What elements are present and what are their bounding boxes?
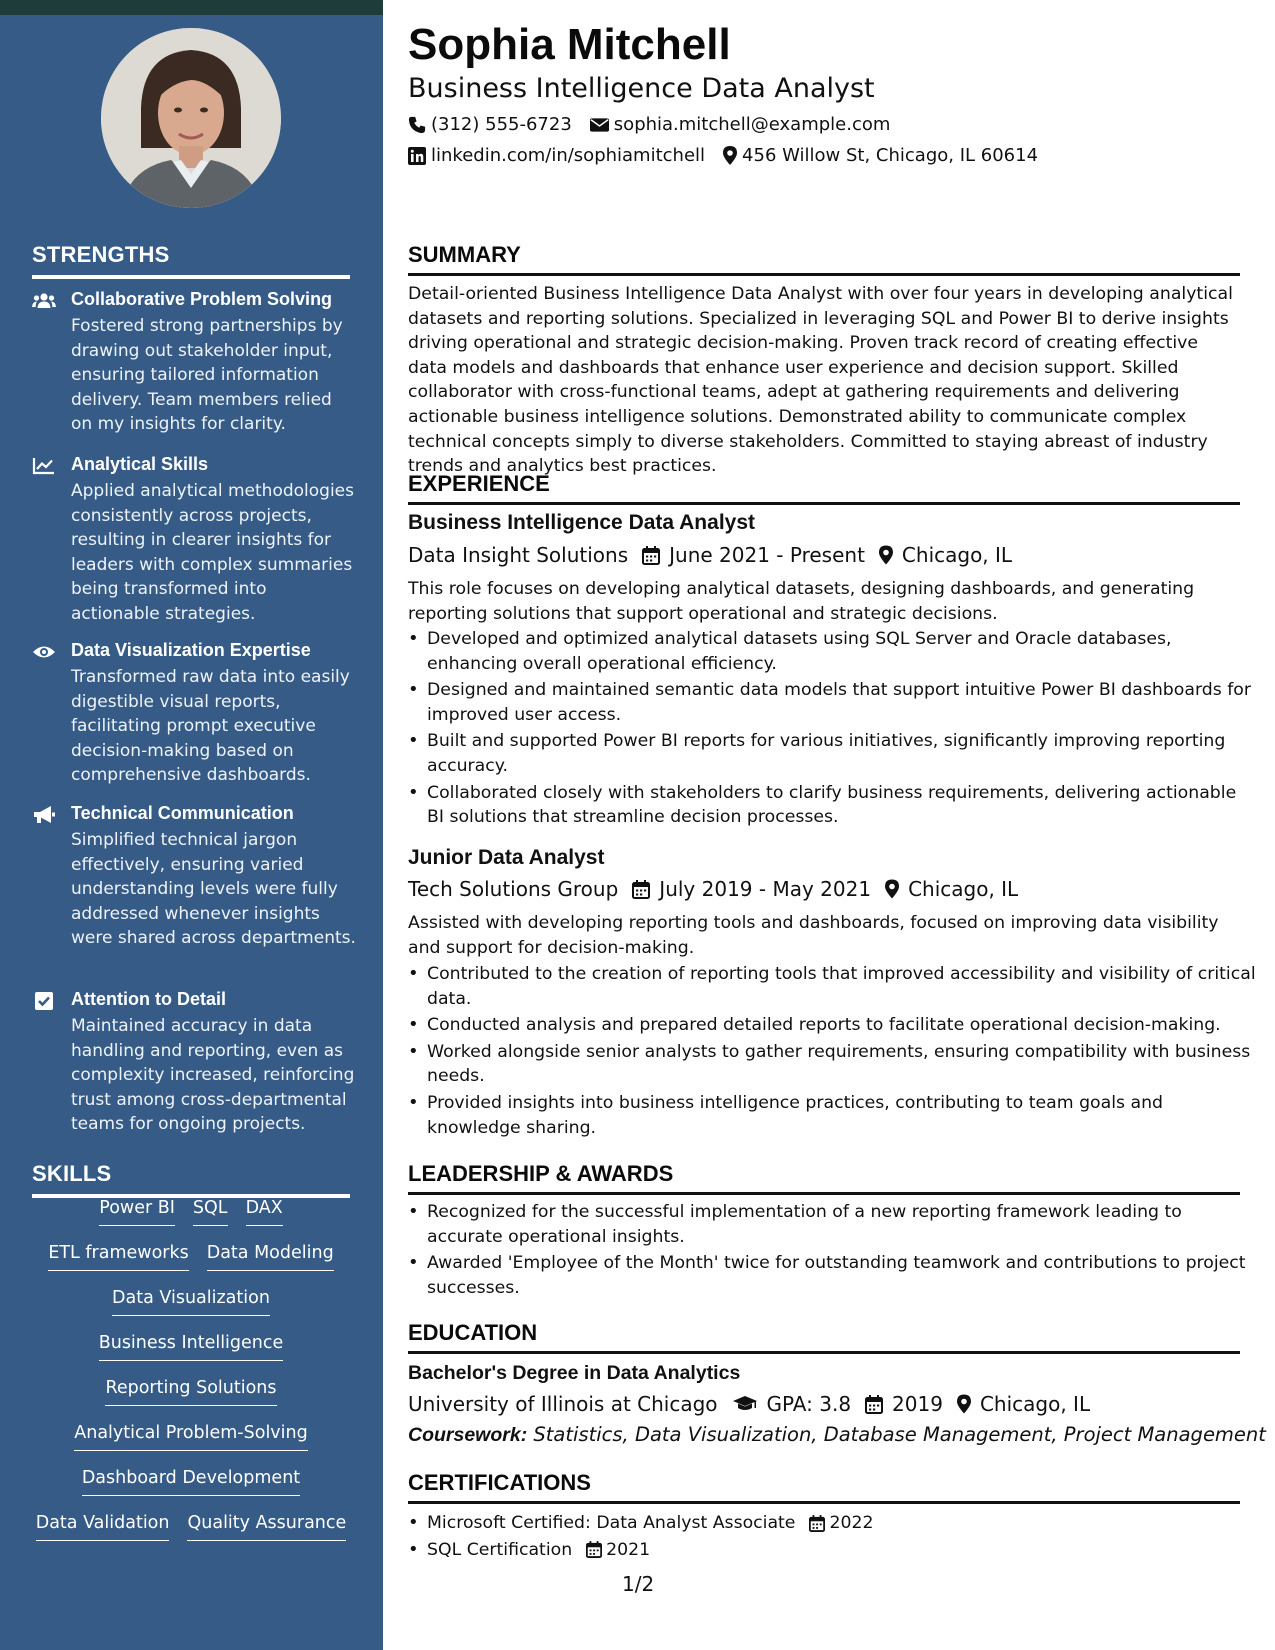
calendar-icon — [642, 546, 660, 565]
skill-tag: ETL frameworks — [48, 1243, 188, 1271]
linkedin-icon — [408, 147, 426, 165]
list-item: • Conducted analysis and prepared detailed reports to facilitate operational decision-making. — [427, 1013, 1257, 1038]
job-description: This role focuses on developing analytical datasets, designing dashboards, and generating reporting solutions that support operational and strategic decisions. — [408, 579, 1195, 624]
skill-tag: Power BI — [99, 1198, 175, 1226]
calendar-icon — [632, 880, 650, 899]
email-address: sophia.mitchell@example.com — [613, 114, 891, 135]
calendar-icon — [809, 1515, 825, 1532]
certification-name: • SQL Certification — [427, 1539, 573, 1560]
degree-title: Bachelor's Degree in Data Analytics — [408, 1362, 741, 1384]
strength-title: Data Visualization Expertise — [71, 640, 311, 660]
skill-tag: Data Modeling — [207, 1243, 334, 1271]
job-meta — [408, 543, 1026, 567]
skills-heading: SKILLS — [32, 1161, 350, 1198]
checkbox-icon — [32, 991, 56, 1011]
linkedin-url: linkedin.com/in/sophiamitchell — [431, 145, 706, 166]
candidate-headline: Business Intelligence Data Analyst — [408, 73, 875, 104]
contact-row — [408, 145, 1056, 166]
certification-name: • Microsoft Certified: Data Analyst Associate — [427, 1513, 796, 1533]
strengths-heading: STRENGTHS — [32, 242, 350, 279]
skill-tag: Quality Assurance — [187, 1513, 346, 1541]
skill-tag: SQL — [193, 1198, 228, 1226]
job-meta — [408, 877, 1032, 901]
strength-description: Applied analytical methodologies consistently across projects, resulting in clearer insights for leaders with complex summaries being transformed into actionable strategies. — [71, 481, 354, 624]
email-icon — [590, 117, 609, 133]
certifications-list — [408, 1511, 1257, 1564]
summary-heading: SUMMARY — [408, 242, 1240, 276]
school-name: University of Illinois at Chicago — [408, 1392, 718, 1416]
certifications-heading: CERTIFICATIONS — [408, 1470, 1240, 1504]
skill-tag: Analytical Problem-Solving — [74, 1423, 307, 1451]
leadership-heading: LEADERSHIP & AWARDS — [408, 1161, 1240, 1195]
list-item: • Recognized for the successful implementation of a new reporting framework leading to accurate operational insights. — [427, 1200, 1257, 1249]
profile-photo — [101, 28, 281, 208]
skills-list — [32, 1198, 350, 1558]
gpa: GPA: 3.8 — [766, 1392, 852, 1416]
job-title: Business Intelligence Data Analyst — [408, 511, 756, 534]
list-item: • Collaborated closely with stakeholders to clarify business requirements, delivering actionable BI solutions that streamline decision processes. — [427, 781, 1257, 830]
home-address: 456 Willow St, Chicago, IL 60614 — [742, 145, 1039, 166]
chart-line-icon — [32, 456, 56, 476]
eye-icon — [32, 642, 56, 662]
list-item: • Worked alongside senior analysts to gather requirements, ensuring compatibility with business needs. — [427, 1040, 1257, 1089]
location-pin-icon — [879, 545, 893, 565]
strength-description: Fostered strong partnerships by drawing out stakeholder input, ensuring tailored information delivery. Team members relied on my insights for clarity. — [71, 316, 343, 435]
location-pin-icon — [723, 146, 737, 165]
strength-title: Collaborative Problem Solving — [71, 289, 333, 309]
graduation-year: 2019 — [892, 1392, 943, 1416]
job-bullets — [408, 962, 1257, 1142]
list-item: • Awarded 'Employee of the Month' twice for outstanding teamwork and contributions to project successes. — [427, 1251, 1257, 1300]
calendar-icon — [865, 1395, 883, 1414]
job-dates: July 2019 - May 2021 — [659, 877, 872, 901]
phone-icon — [408, 116, 426, 134]
strength-description: Transformed raw data into easily digestible visual reports, facilitating prompt executive decision-making based on comprehensive dashboards. — [71, 667, 350, 786]
coursework — [408, 1423, 1266, 1447]
company-name: Data Insight Solutions — [408, 543, 629, 567]
job-dates: June 2021 - Present — [669, 543, 865, 567]
summary-text: Detail-oriented Business Intelligence Data Analyst with over four years in developing analytical datasets and reporting solutions. Specialized in leveraging SQL and Power BI to derive insights driving operational and strategic decision-making. Proven track record of creating effective data models and dashboards that enhance user experience and decision support. Skilled collaborator with cross-functional teams, adept at gathering requirements and delivering actionable business intelligence solutions. Demonstrated ability to communicate complex technical concepts simply to diverse stakeholders. Committed to staying abreast of industry trends and analytics best practices. — [408, 284, 1233, 477]
phone-number: (312) 555-6723 — [431, 114, 572, 135]
skill-tag: Dashboard Development — [82, 1468, 300, 1496]
coursework-label: Coursework: — [408, 1424, 528, 1446]
certification-year: 2021 — [606, 1539, 651, 1560]
calendar-icon — [586, 1541, 602, 1558]
list-item: • Contributed to the creation of reporting tools that improved accessibility and visibility of critical data. — [427, 962, 1257, 1011]
strength-description: Simplified technical jargon effectively, ensuring varied understanding levels were fully addressed whenever insights were shared across departments. — [71, 830, 356, 949]
strength-description: Maintained accuracy in data handling and reporting, even as complexity increased, reinforcing trust among cross-departmental teams for ongoing projects. — [71, 1016, 355, 1135]
education-heading: EDUCATION — [408, 1320, 1240, 1354]
list-item: • Developed and optimized analytical datasets using SQL Server and Oracle databases, enhancing overall operational efficiency. — [427, 627, 1257, 676]
strength-title: Technical Communication — [71, 803, 294, 823]
sidebar-top-bar — [0, 0, 383, 15]
company-name: Tech Solutions Group — [408, 877, 619, 901]
candidate-name: Sophia Mitchell — [408, 20, 731, 69]
contact-row — [408, 114, 908, 135]
coursework-list: Statistics, Data Visualization, Database Management, Project Management — [533, 1423, 1266, 1446]
job-bullets — [408, 627, 1257, 832]
leadership-bullets — [408, 1200, 1257, 1302]
strength-title: Attention to Detail — [71, 989, 226, 1009]
page-number: 1/2 — [622, 1572, 655, 1596]
list-item: • Provided insights into business intelligence practices, contributing to team goals and knowledge sharing. — [427, 1091, 1257, 1140]
list-item: • Designed and maintained semantic data models that support intuitive Power BI dashboards for improved user access. — [427, 678, 1257, 727]
job-title: Junior Data Analyst — [408, 846, 605, 869]
users-icon — [32, 291, 56, 311]
list-item: • Built and supported Power BI reports for various initiatives, significantly improving reporting accuracy. — [427, 729, 1257, 778]
location-pin-icon — [885, 879, 899, 899]
skill-tag: Data Visualization — [112, 1288, 270, 1316]
job-description: Assisted with developing reporting tools and dashboards, focused on improving data visibility and support for decision-making. — [408, 913, 1219, 958]
sidebar — [0, 0, 383, 1650]
megaphone-icon — [32, 805, 56, 825]
location-pin-icon — [957, 1394, 971, 1414]
skill-tag: DAX — [246, 1198, 283, 1226]
job-location: Chicago, IL — [908, 877, 1019, 901]
graduation-cap-icon — [732, 1395, 758, 1413]
strength-title: Analytical Skills — [71, 454, 209, 474]
list-item — [427, 1538, 1257, 1563]
certification-year: 2022 — [829, 1513, 874, 1533]
list-item — [427, 1511, 1257, 1536]
school-location: Chicago, IL — [979, 1392, 1091, 1416]
job-location: Chicago, IL — [901, 543, 1013, 567]
skill-tag: Reporting Solutions — [105, 1378, 276, 1406]
skill-tag: Business Intelligence — [99, 1333, 284, 1361]
education-meta — [408, 1392, 1104, 1416]
skill-tag: Data Validation — [36, 1513, 170, 1541]
experience-heading: EXPERIENCE — [408, 471, 1240, 505]
